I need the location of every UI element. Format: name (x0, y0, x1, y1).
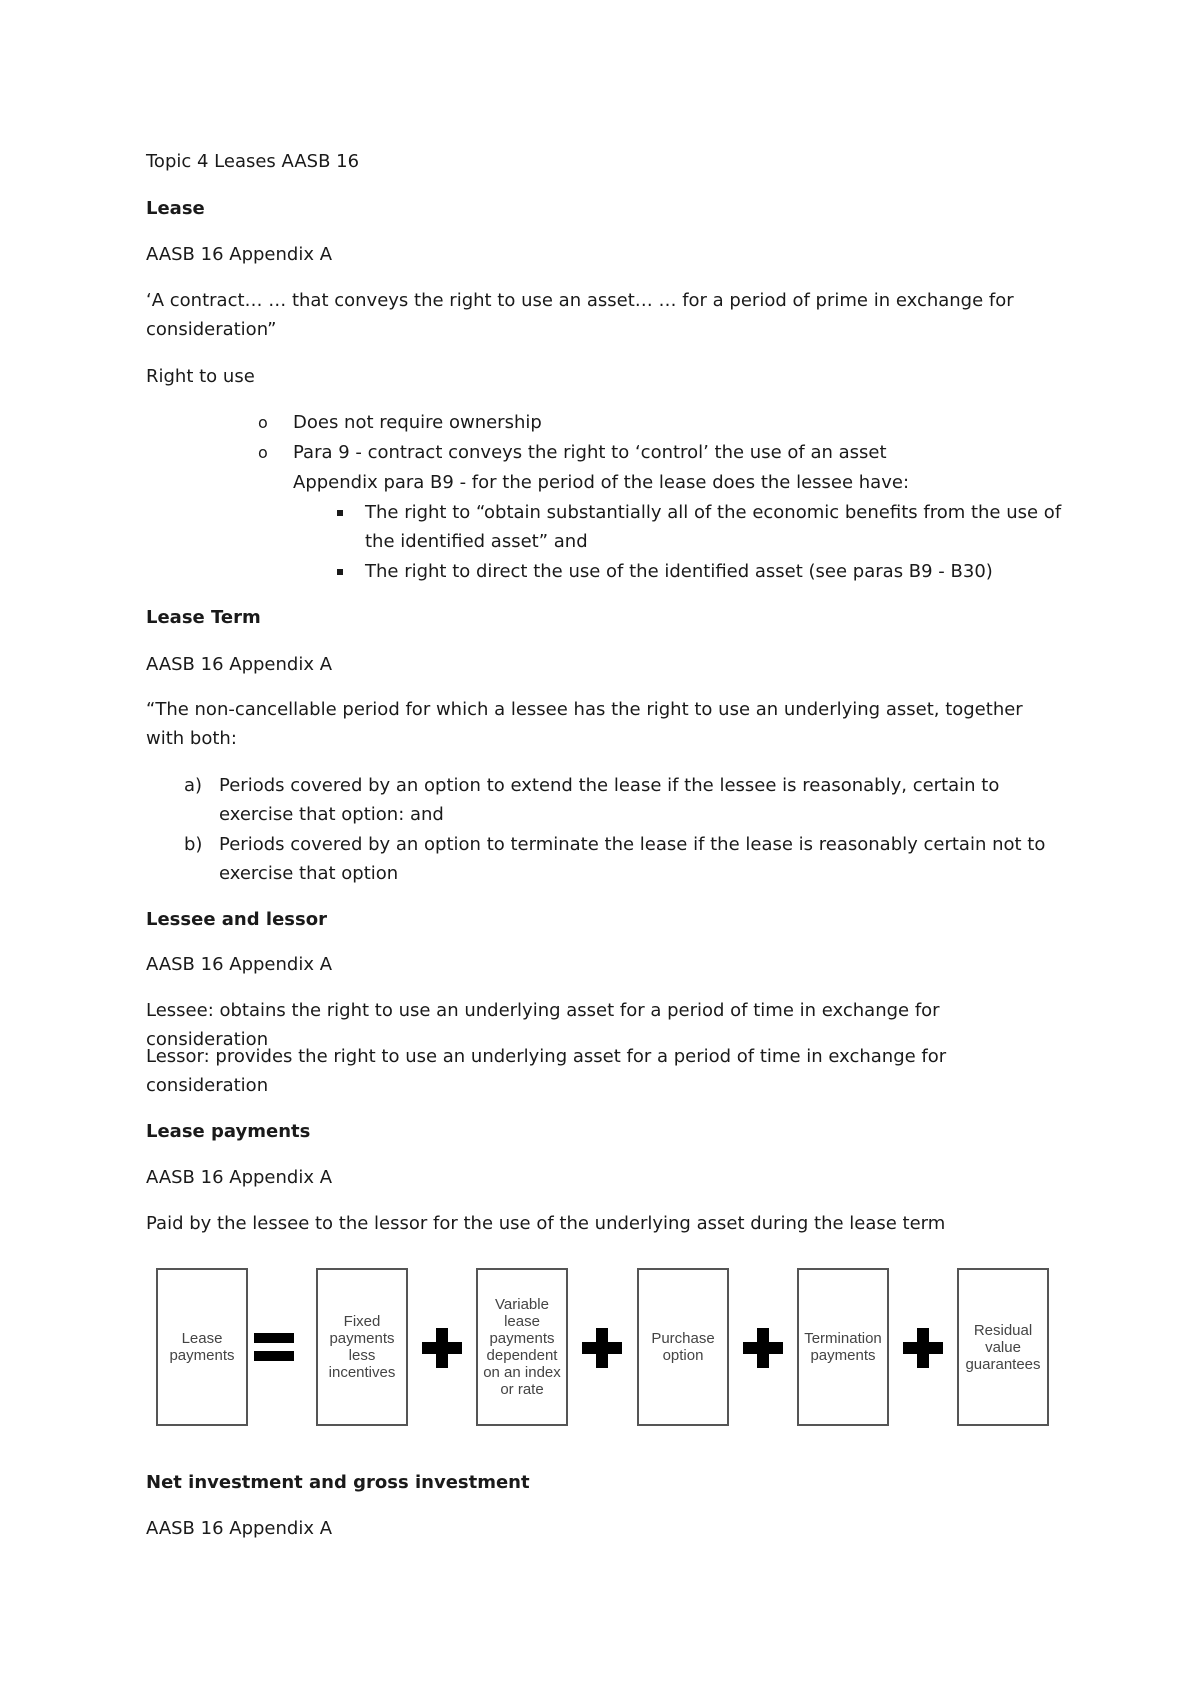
section-heading-lessee-lessor: Lessee and lessor (146, 909, 327, 930)
list-item: exercise that option: and (219, 804, 444, 825)
diagram-box-termination-payments: Termination payments (797, 1268, 889, 1426)
list-item: exercise that option (219, 863, 399, 884)
section-heading-lease: Lease (146, 198, 205, 219)
square-bullet-icon (337, 510, 343, 516)
definition-text: ‘A contract… … that conveys the right to use an asset… … for a period of prime in exchange for (146, 290, 1014, 311)
reference: AASB 16 Appendix A (146, 654, 333, 675)
diagram-box-residual-value: Residual value guarantees (957, 1268, 1049, 1426)
list-item: Periods covered by an option to extend the lease if the lessee is reasonably, certain to (219, 775, 1000, 796)
definition-text: Lessee: obtains the right to use an underlying asset for a period of time in exchange for consideration (146, 1000, 940, 1050)
subheading: Right to use (146, 366, 255, 387)
reference: AASB 16 Appendix A (146, 1518, 333, 1539)
list-item: Para 9 - contract conveys the right to ‘control’ the use of an asset (293, 442, 887, 463)
diagram-box-fixed-payments: Fixed payments less incentives (316, 1268, 408, 1426)
diagram-box-purchase-option: Purchase option (637, 1268, 729, 1426)
reference: AASB 16 Appendix A (146, 244, 333, 265)
square-bullet-icon (337, 569, 343, 575)
definition-text: with both: (146, 728, 237, 749)
bullet-marker: o (258, 413, 268, 432)
lease-payments-diagram (146, 1268, 1058, 1430)
bullet-marker: o (258, 443, 268, 462)
page-title: Topic 4 Leases AASB 16 (146, 151, 360, 172)
definition-text: consideration” (146, 319, 277, 340)
definition-text: Lessor: provides the right to use an underlying asset for a period of time in exchange for (146, 1046, 947, 1067)
section-heading-lease-term: Lease Term (146, 607, 261, 628)
list-marker: a) (184, 775, 203, 796)
reference: AASB 16 Appendix A (146, 1167, 333, 1188)
definition-text: Paid by the lessee to the lessor for the use of the underlying asset during the lease term (146, 1213, 946, 1234)
list-item: Appendix para B9 - for the period of the lease does the lessee have: (293, 472, 910, 493)
plus-icon (743, 1328, 783, 1368)
diagram-box-variable-payments: Variable lease payments dependent on an index or rate (476, 1268, 568, 1426)
equals-icon (254, 1333, 294, 1361)
definition-text: consideration (146, 1075, 269, 1096)
list-item: Periods covered by an option to terminate the lease if the lease is reasonably certain not to (219, 834, 1046, 855)
list-item: The right to direct the use of the identified asset (see paras B9 - B30) (365, 561, 993, 582)
section-heading-lease-payments: Lease payments (146, 1121, 311, 1142)
reference: AASB 16 Appendix A (146, 954, 333, 975)
section-heading-net-investment: Net investment and gross investment (146, 1472, 530, 1493)
plus-icon (582, 1328, 622, 1368)
list-item: Does not require ownership (293, 412, 542, 433)
plus-icon (422, 1328, 462, 1368)
diagram-box-lease-payments: Lease payments (156, 1268, 248, 1426)
list-marker: b) (184, 834, 203, 855)
list-item: The right to “obtain substantially all of the economic benefits from the use of (365, 502, 1062, 523)
plus-icon (903, 1328, 943, 1368)
definition-text: “The non-cancellable period for which a lessee has the right to use an underlying asset, together (146, 699, 1023, 720)
list-item: the identified asset” and (365, 531, 588, 552)
